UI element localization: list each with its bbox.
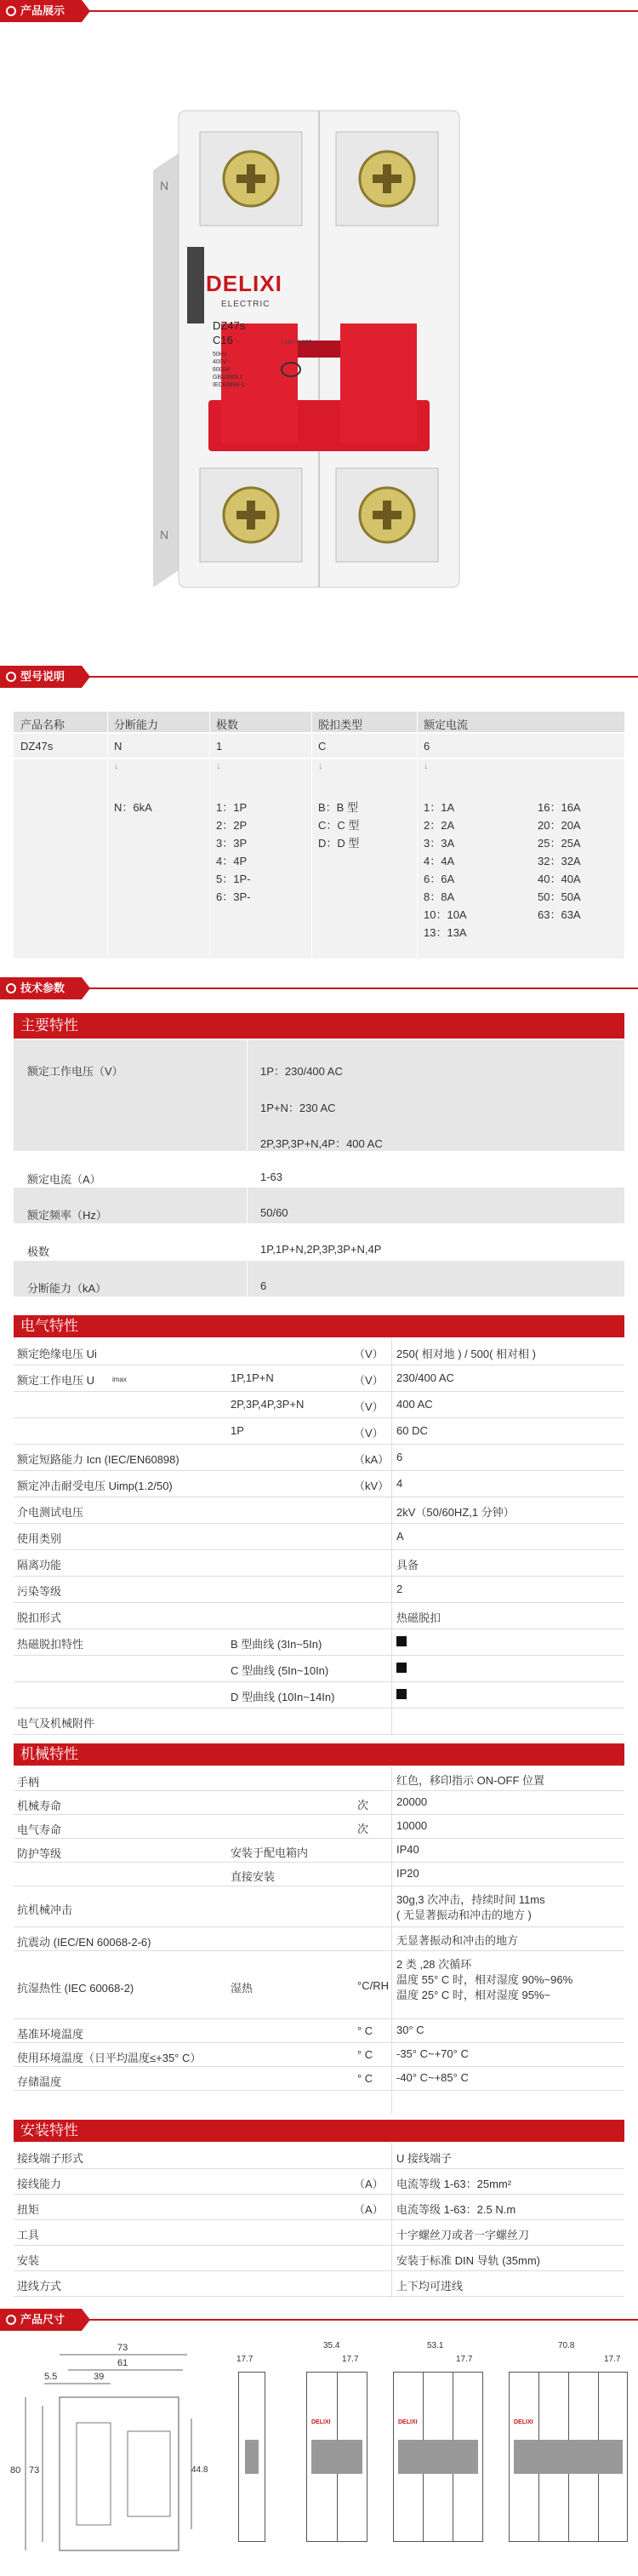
brand-sub: ELECTRIC — [221, 300, 271, 309]
model-header-breaking: 分断能力 — [114, 718, 159, 731]
spec-list: 50Hz 400V~ 6000A GB10963.1 IEC60898-1 — [213, 352, 245, 388]
dimension-drawings — [0, 2338, 638, 2567]
side-view-drawing — [9, 2338, 208, 2567]
elec-row: 使用类别 A — [17, 1530, 404, 1545]
trip-list: B：B 型 C：C 型 D：D 型 — [318, 801, 360, 850]
mech-row: 抗震动 (IEC/EN 60068-2-6) 无显著振动和冲击的地方 — [17, 1934, 519, 1949]
mech-row: 电气寿命 次 10000 — [17, 1819, 428, 1836]
section-title: 产品尺寸 — [0, 2309, 82, 2331]
install-row: 进线方式 上下均可进线 — [17, 2280, 464, 2293]
dim-brand: DELIXI — [398, 2419, 418, 2425]
section-title: 技术参数 — [0, 977, 82, 999]
mech-row: 手柄 红色，移印指示 ON-OFF 位置 — [17, 1774, 545, 1789]
install-row: 工具 十字螺丝刀或者一字螺丝刀 — [17, 2229, 530, 2241]
filled-square-icon — [396, 1663, 407, 1673]
front-view-1p: 17.7 — [235, 2338, 269, 2567]
elec-row: 污染等级 2 — [17, 1583, 403, 1598]
model-value-trip: C — [318, 740, 327, 753]
elec-row: 隔离功能 具备 — [17, 1559, 419, 1571]
elec-row: 额定工作电压 U 1P,1P+N （V） 230/400 AC imax — [17, 1371, 454, 1387]
breaking-detail: N：6kA — [114, 801, 152, 814]
dim-73v: 73 — [29, 2465, 40, 2476]
mech-row: 使用环境温度（日平均温度≤+35° C） ° C -35° C~+70° C — [17, 2047, 469, 2064]
ccc-mark-icon — [281, 362, 301, 377]
dim-brand: DELIXI — [514, 2419, 533, 2425]
dim-5-5: 5.5 — [44, 2372, 58, 2382]
install-props-title: 安装特性 — [14, 2120, 624, 2142]
on-off-text: 1 ON / 0 OFF — [281, 341, 312, 346]
brand-logo: DELIXI — [206, 271, 282, 296]
elec-row: D 型曲线 (10In~14In) — [14, 1681, 624, 1708]
elec-row: 介电测试电压 2kV（50/60HZ,1 分钟） — [17, 1506, 515, 1519]
elec-row: 额定绝缘电压 Ui （V） 250( 相对地 ) / 500( 相对相 ) — [17, 1348, 536, 1360]
elec-row: 额定冲击耐受电压 Uimp(1.2/50) （kV） 4 — [17, 1477, 403, 1492]
n-label-top: N — [160, 179, 169, 192]
arrow-down-icon: ↓ — [424, 761, 429, 771]
product-image — [153, 94, 476, 604]
model-value-name: DZ47s — [20, 740, 54, 753]
section-header-tech-params — [0, 977, 638, 999]
mech-props-title: 机械特性 — [14, 1743, 624, 1766]
filled-square-icon — [396, 1636, 407, 1646]
dim-80: 80 — [10, 2465, 21, 2476]
model-header-trip: 脱扣类型 — [318, 718, 363, 731]
mech-row: 抗湿热性 (IEC 60068-2) 湿热 °C/RH 2 类 ,28 次循环 温度 55° C 时，相对湿度 90%~96% 温度 25° C 时，相对湿度 95%~ — [17, 1958, 573, 2001]
section-header-product-size — [0, 2309, 638, 2331]
section-header-product-show — [0, 0, 638, 22]
install-row: 安装 安装于标准 DIN 导轨 (35mm) — [17, 2254, 541, 2267]
mech-row: 抗机械冲击 30g,3 次冲击，持续时间 11ms ( 无显著振动和冲击的地方 ) — [17, 1893, 545, 1921]
elec-row: 脱扣形式 热磁脱扣 — [17, 1611, 441, 1624]
elec-row: 额定短路能力 Icn (IEC/EN60898) （kA） 6 — [17, 1451, 403, 1466]
poles-list: 1：1P 2：2P 3：3P 4：4P 5：1P- 6：3P- — [216, 801, 251, 903]
arrow-down-icon: ↓ — [318, 761, 323, 771]
dim-61: 61 — [117, 2358, 128, 2368]
dim-44-8: 44.8 — [191, 2465, 208, 2475]
front-view-2p: 35.4 17.7 DELIXI — [305, 2338, 373, 2567]
install-row: 扭矩 （A） 电流等级 1-63：2.5 N.m — [17, 2203, 516, 2216]
model-value-current: 6 — [424, 740, 430, 753]
model-table — [14, 712, 624, 959]
current-list-right: 16：16A 20：20A 25：25A 32：32A 40：40A 50：50A 63：63A — [538, 801, 581, 921]
dim-39: 39 — [94, 2372, 105, 2382]
current-list-left: 1：1A 2：2A 3：3A 4：4A 6：6A 8：8A 10：10A 13：13A — [424, 801, 467, 939]
mech-row: 基准环境温度 ° C 30° C — [17, 2024, 424, 2041]
arrow-down-icon: ↓ — [114, 761, 119, 771]
section-title: 产品展示 — [0, 0, 82, 22]
mech-row: 机械寿命 次 20000 — [17, 1795, 428, 1812]
model-header-name: 产品名称 — [20, 718, 66, 731]
model-value-breaking: N — [114, 740, 122, 753]
model-text: DZ47s — [213, 319, 246, 332]
mech-row: 防护等级 安装于配电箱内 IP40 — [17, 1843, 419, 1860]
elec-row: 热磁脱扣特性 B 型曲线 (3In~5In) — [14, 1629, 624, 1655]
front-view-3p: 53.1 17.7 DELIXI — [391, 2338, 485, 2567]
section-title: 型号说明 — [0, 666, 82, 688]
main-props-title: 主要特性 — [14, 1013, 624, 1039]
filled-square-icon — [396, 1689, 407, 1699]
install-row: 接线能力 （A） 电流等级 1-63：25mm² — [17, 2178, 512, 2190]
elec-row: 1P （V） 60 DC — [231, 1424, 428, 1440]
breaker-illustration — [153, 94, 476, 604]
front-view-4p: 70.8 17.7 DELIXI — [507, 2338, 631, 2567]
elec-row: C 型曲线 (5In~10In) — [14, 1655, 624, 1681]
mech-row: 存储温度 ° C -40° C~+85° C — [17, 2071, 469, 2088]
model-header-current: 额定电流 — [424, 718, 469, 731]
arrow-down-icon: ↓ — [216, 761, 221, 771]
dim-brand: DELIXI — [311, 2419, 331, 2425]
model-header-poles: 极数 — [216, 718, 239, 731]
elec-row: 2P,3P,4P,3P+N （V） 400 AC — [231, 1398, 433, 1413]
install-row: 接线端子形式 U 接线端子 — [17, 2152, 453, 2165]
dim-73: 73 — [117, 2343, 128, 2353]
mech-row: 直接安装 IP20 — [231, 1867, 419, 1883]
elec-row: 电气及机械附件 — [17, 1717, 95, 1730]
rating-text: C16 — [213, 334, 233, 346]
model-value-poles: 1 — [216, 740, 223, 753]
n-label-bottom: N — [160, 528, 169, 541]
section-header-model-desc — [0, 666, 638, 688]
elec-props-title: 电气特性 — [14, 1315, 624, 1337]
